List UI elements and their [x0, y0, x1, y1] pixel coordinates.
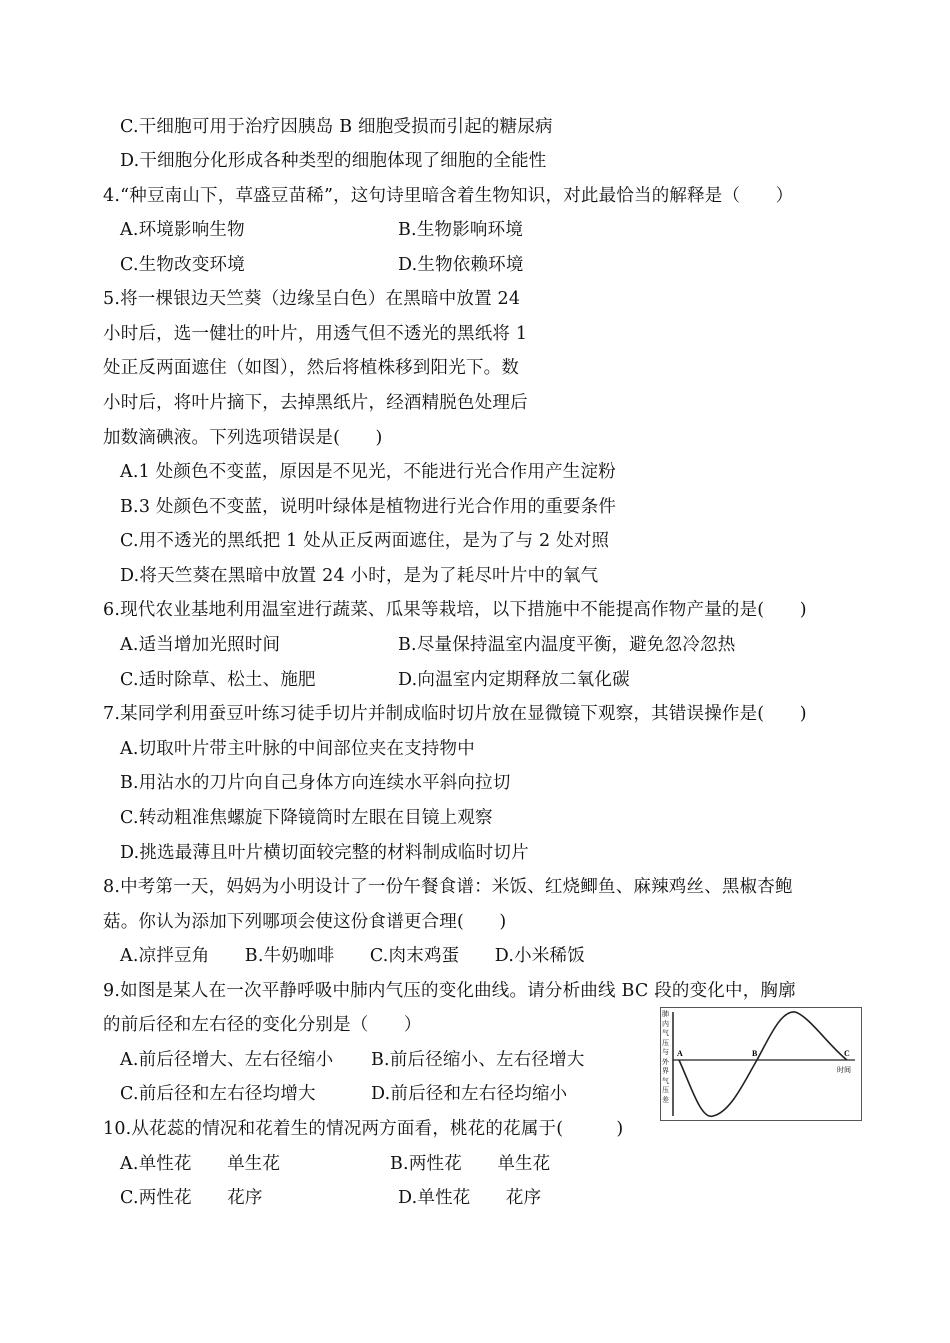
- question-9-line-2: 的前后径和左右径的变化分别是（ ）: [103, 1015, 422, 1035]
- q5-option-a: A.1 处颜色不变蓝，原因是不见光，不能进行光合作用产生淀粉: [120, 462, 616, 482]
- question-8-line-2: 菇。你认为添加下列哪项会使这份食谱更合理( ): [103, 912, 507, 932]
- q6-option-b: B.尽量保持温室内温度平衡，避免忽冷忽热: [398, 635, 736, 655]
- q7-option-a: A.切取叶片带主叶脉的中间部位夹在支持物中: [120, 739, 475, 759]
- q9-option-a: A.前后径增大、左右径缩小: [120, 1050, 334, 1070]
- q6-option-c: C.适时除草、松土、施肥: [120, 670, 316, 690]
- question-7: 7.某同学利用蚕豆叶练习徒手切片并制成临时切片放在显微镜下观察，其错误操作是( ): [103, 704, 807, 724]
- question-5-line-3: 处正反两面遮住（如图），然后将植株移到阳光下。数: [103, 358, 520, 378]
- q5-option-b: B.3 处颜色不变蓝，说明叶绿体是植物进行光合作用的重要条件: [120, 497, 617, 517]
- question-5-line-4: 小时后，将叶片摘下，去掉黑纸片，经酒精脱色处理后: [103, 393, 528, 413]
- question-10: 10.从花蕊的情况和花着生的情况两方面看，桃花的花属于( ): [103, 1119, 624, 1139]
- point-c-label: C: [844, 1049, 850, 1058]
- point-b-label: B: [752, 1049, 758, 1058]
- q10-option-b: B.两性花 单生花: [390, 1154, 551, 1174]
- q6-option-a: A.适当增加光照时间: [120, 635, 281, 655]
- q3-option-d: D.干细胞分化形成各种类型的细胞体现了细胞的全能性: [120, 151, 547, 171]
- q5-option-c: C.用不透光的黑纸把 1 处从正反两面遮住，是为了与 2 处对照: [120, 531, 610, 551]
- question-8-line-1: 8.中考第一天，妈妈为小明设计了一份午餐食谱：米饭、红烧鲫鱼、麻辣鸡丝、黑椒杏鲍: [103, 877, 793, 897]
- question-9-line-1: 9.如图是某人在一次平静呼吸中肺内气压的变化曲线。请分析曲线 BC 段的变化中，胸廓: [103, 981, 796, 1001]
- q4-option-c: C.生物改变环境: [120, 255, 245, 275]
- q10-option-d: D.单性花 花序: [398, 1188, 542, 1208]
- y-axis-label: 肺内气压与外界气压差: [662, 1010, 669, 1104]
- q6-option-d: D.向温室内定期释放二氧化碳: [398, 670, 630, 690]
- question-5-line-2: 小时后，选一健壮的叶片，用透气但不透光的黑纸将 1: [103, 324, 528, 344]
- q8-options: A.凉拌豆角 B.牛奶咖啡 C.肉末鸡蛋 D.小米稀饭: [120, 946, 585, 966]
- q7-option-d: D.挑选最薄且叶片横切面较完整的材料制成临时切片: [120, 843, 529, 863]
- q9-option-d: D.前后径和左右径均缩小: [371, 1084, 568, 1104]
- question-5-line-1: 5.将一棵银边天竺葵（边缘呈白色）在黑暗中放置 24: [103, 289, 521, 309]
- pressure-curve: [679, 1012, 847, 1116]
- q3-option-c: C.干细胞可用于治疗因胰岛 B 细胞受损而引起的糖尿病: [120, 117, 553, 137]
- q4-option-a: A.环境影响生物: [120, 220, 245, 240]
- lung-pressure-figure: [660, 1007, 862, 1121]
- question-4: 4.“种豆南山下，草盛豆苗稀”，这句诗里暗含着生物知识，对此最恰当的解释是（ ）: [103, 186, 794, 206]
- q10-option-c: C.两性花 花序: [120, 1188, 263, 1208]
- point-a-label: A: [677, 1049, 683, 1058]
- q5-option-d: D.将天竺葵在黑暗中放置 24 小时，是为了耗尽叶片中的氧气: [120, 566, 599, 586]
- q4-option-b: B.生物影响环境: [398, 220, 524, 240]
- q7-option-c: C.转动粗准焦螺旋下降镜筒时左眼在目镜上观察: [120, 808, 493, 828]
- q7-option-b: B.用沾水的刀片向自己身体方向连续水平斜向拉切: [120, 773, 511, 793]
- q4-option-d: D.生物依赖环境: [398, 255, 524, 275]
- x-axis-label: 时间: [837, 1066, 851, 1074]
- question-6: 6.现代农业基地利用温室进行蔬菜、瓜果等栽培，以下措施中不能提高作物产量的是( ): [103, 600, 807, 620]
- question-5-line-5: 加数滴碘液。下列选项错误是( ): [103, 428, 383, 448]
- pressure-curve-graph: [661, 1008, 861, 1120]
- q10-option-a: A.单性花 单生花: [120, 1154, 281, 1174]
- q9-option-c: C.前后径和左右径均增大: [120, 1084, 316, 1104]
- q9-option-b: B.前后径缩小、左右径增大: [371, 1050, 585, 1070]
